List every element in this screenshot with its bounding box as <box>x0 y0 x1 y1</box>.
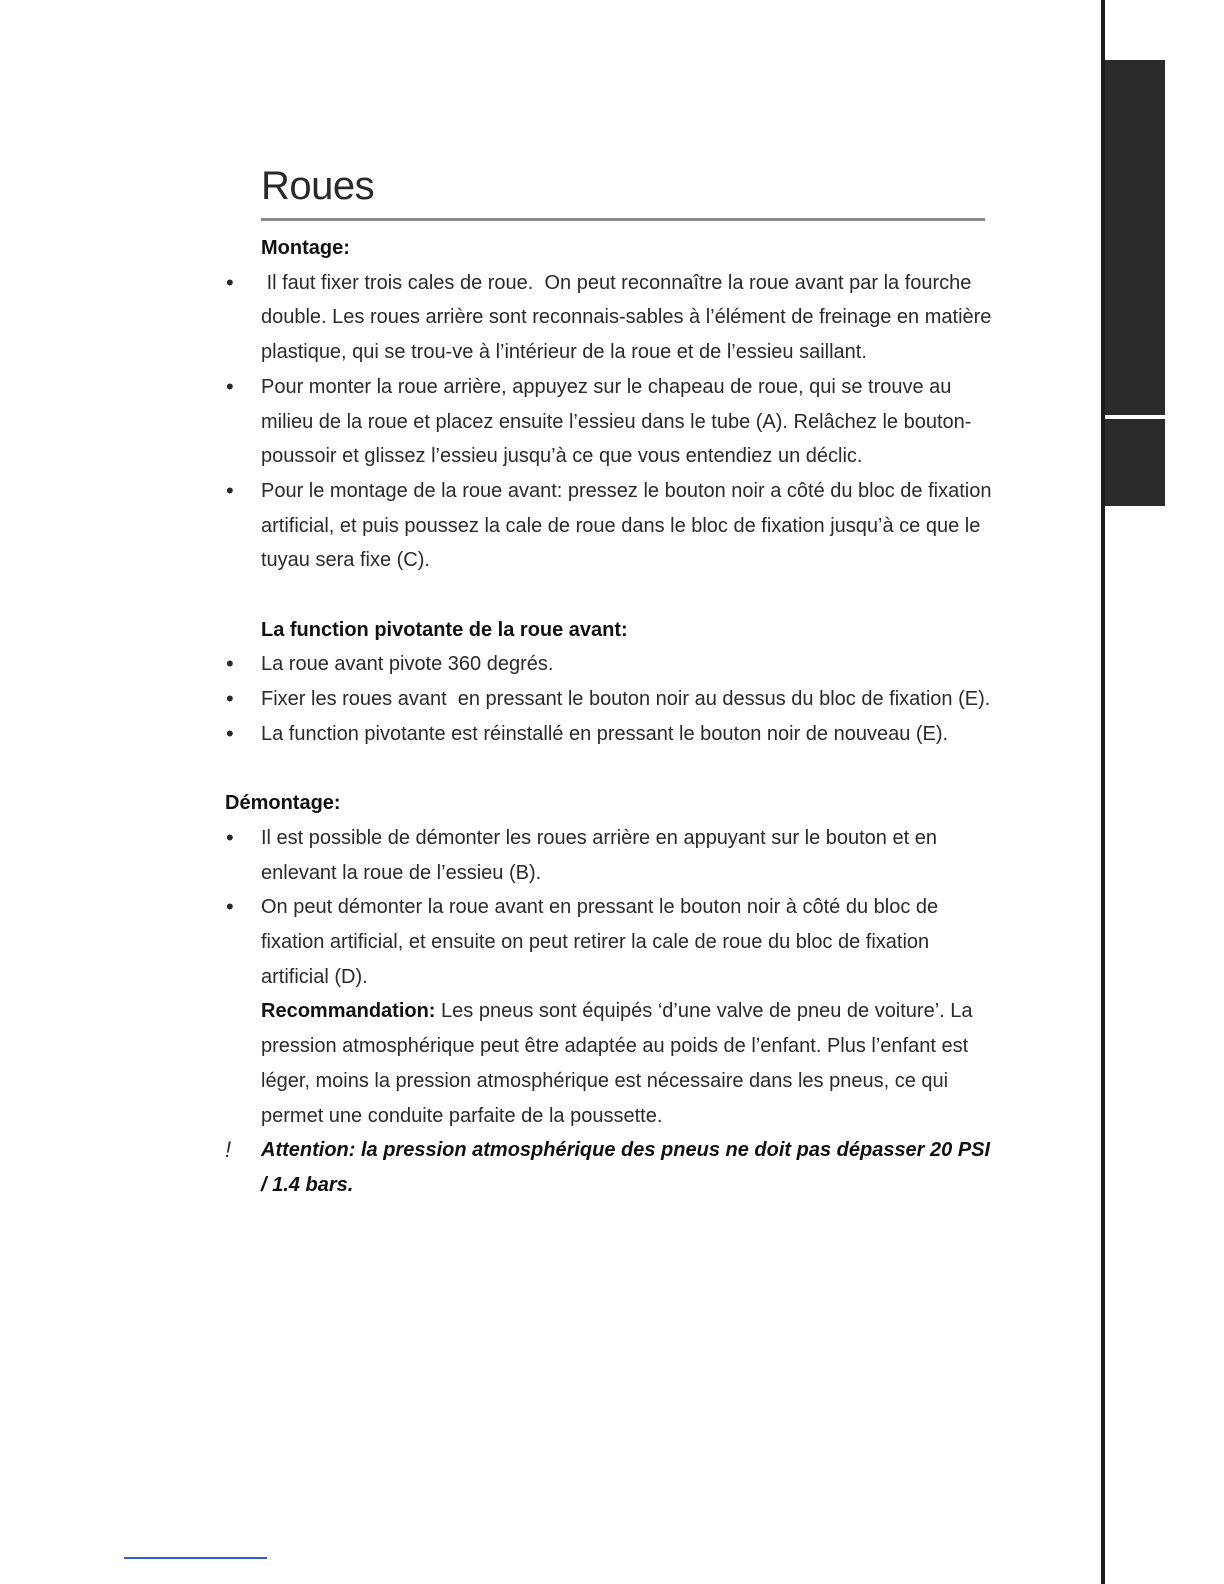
list-item <box>225 682 995 717</box>
bullet-icon: • <box>226 269 234 295</box>
list-item-text: La function pivotante est réinstallé en pressant le bouton noir de nouveau (E). <box>261 722 949 745</box>
list-item-text: On peut démonter la roue avant en pressant le bouton noir à côté du bloc de fixation artificial, et ensuite on peut retirer la cale de roue du bloc de fixation artificial (D). <box>261 896 939 988</box>
bullet-icon: • <box>226 373 234 399</box>
list-item-text: La roue avant pivote 360 degrés. <box>261 653 554 676</box>
warning-icon: ! <box>225 1137 232 1163</box>
list-item <box>225 647 995 682</box>
footer-rule <box>124 1557 267 1559</box>
bullet-icon: • <box>226 824 234 850</box>
attention-text: Attention: la pression atmosphérique des pneus ne doit pas dépasser 20 PSI / 1.4 bars. <box>261 1139 991 1196</box>
pivot-heading: La function pivotante de la roue avant: <box>261 618 628 641</box>
list-item-text: Il faut fixer trois cales de roue. On peut reconnaître la roue avant par la fourche double. Les roues arrière sont reconnais-sables à l’élément de freinage en matière plastique, qui se trou-ve à l’intérieur de la roue et de l’essieu saillant. <box>261 271 997 364</box>
section-tab-upper <box>1105 60 1165 415</box>
page-title: Roues <box>261 160 985 221</box>
bullet-icon: • <box>226 651 234 677</box>
recommendation-text: Les pneus sont équipés ‘d’une valve de pneu de voiture’. La pression atmosphérique peut être adaptée au poids de l’enfant. Plus l’enfant est léger, moins la pression atmosphérique est nécessaire dans les pneus, ce qui permet une conduite parfaite de la poussette. <box>261 1000 973 1127</box>
demontage-list <box>225 821 995 1203</box>
list-item <box>225 474 995 578</box>
list-item-text: Fixer les roues avant en pressant le bouton noir au dessus du bloc de fixation (E). <box>261 688 991 711</box>
bullet-icon: • <box>226 894 234 920</box>
list-item <box>225 890 995 1133</box>
recommendation-label: Recommandation: <box>261 1000 436 1023</box>
pivot-list <box>225 647 995 751</box>
montage-heading: Montage: <box>261 237 350 259</box>
list-item <box>225 266 995 370</box>
list-item <box>225 717 995 752</box>
bullet-icon: • <box>226 686 234 712</box>
list-item <box>225 821 995 890</box>
section-tab-lower <box>1105 419 1165 506</box>
recommendation-paragraph <box>261 994 995 1133</box>
list-item-text: Il est possible de démonter les roues arrière en appuyant sur le bouton et en enlevant la roue de l’essieu (B). <box>261 826 937 884</box>
list-item-text: Pour monter la roue arrière, appuyez sur le chapeau de roue, qui se trouve au milieu de la roue et placez ensuite l’essieu dans le tube (A). Relâchez le bouton-poussoir et glissez l’essieu jusqu’à ce que vous entendiez un déclic. <box>261 375 972 468</box>
bullet-icon: • <box>226 720 234 746</box>
list-item <box>225 370 995 474</box>
bullet-icon: • <box>226 477 234 503</box>
list-item-text: Pour le montage de la roue avant: pressez le bouton noir a côté du bloc de fixation artificial, et puis poussez la cale de roue dans le bloc de fixation jusqu’à ce que le tuyau sera fixe (C). <box>261 479 992 572</box>
document-body <box>225 160 995 1203</box>
attention-note <box>225 1133 995 1202</box>
montage-list <box>225 266 995 578</box>
demontage-heading: Démontage: <box>225 792 341 815</box>
